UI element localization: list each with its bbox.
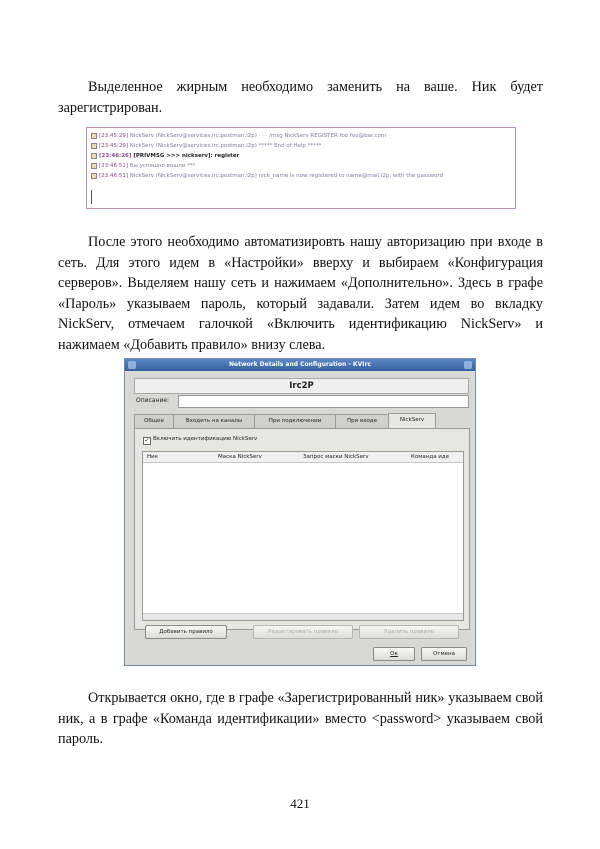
log-time: [23:45:29] [99, 133, 128, 139]
nickserv-rules-table[interactable] [142, 451, 464, 621]
dialog-titlebar [125, 359, 475, 371]
log-time: [23:46:51] [99, 163, 128, 169]
log-text: [PRIVMSG >>> nickserv]: register [133, 153, 240, 159]
log-line [87, 151, 515, 161]
cancel-button[interactable]: Отмена [421, 647, 467, 661]
message-icon [91, 173, 97, 179]
tab-on-connect[interactable]: При подключении [254, 414, 336, 428]
message-icon [91, 153, 97, 159]
tab-on-login[interactable]: При входе [335, 414, 389, 428]
text-cursor [91, 190, 92, 204]
edit-rule-button[interactable]: Редактировать правило [253, 625, 353, 639]
irc-log-screenshot [86, 127, 516, 209]
page-number: 421 [290, 796, 310, 811]
message-icon [91, 163, 97, 169]
log-time: [23:45:29] [99, 143, 128, 149]
paragraph-intro: Выделенное жирным необходимо заменить на ваше. Ник будет зарегистрирован. [58, 79, 543, 116]
description-input[interactable] [178, 395, 469, 408]
log-time: [23:46:51] [99, 173, 128, 179]
add-rule-button[interactable]: Добавить правило [145, 625, 227, 639]
log-time: [23:46:26] [99, 153, 132, 159]
log-text: NickServ (NickServ@services.irc.postman.i2p) nick_name is now registered to name@mail.i2p, with the password [129, 173, 444, 179]
column-nick[interactable]: Ник [147, 454, 159, 460]
delete-rule-button[interactable]: Удалить правило [359, 625, 459, 639]
tab-join-channels[interactable]: Входить на каналы [173, 414, 255, 428]
paragraph-instructions: После этого необходимо автоматизировть нашу авторизацию при входе в сеть. Для этого идем в «Настройки» вверху и выбираем «Конфигурация серверов». Выделяем нашу сеть и нажимаем «Дополнительно». Здесь в графе «Пароль» указываем пароль, который задавали. Затем идем во вкладку NickServ, отмечаем галочкой «Включить идентификацию NickServ» и нажимаем «Добавить правило» внизу слева. [58, 234, 543, 353]
log-line [87, 171, 515, 181]
log-text: Вы успешно вошли *** [129, 163, 196, 169]
close-icon[interactable] [464, 361, 472, 369]
tab-nickserv[interactable]: NickServ [388, 413, 436, 429]
paragraph-final: Открывается окно, где в графе «Зарегистрированный ник» указываем свой ник, а в графе «Команда идентификации» вместо <password> указываем свой пароль. [58, 690, 543, 747]
column-identify-command[interactable]: Команда иде [411, 454, 450, 460]
column-nickserv-mask[interactable]: Маска NickServ [218, 454, 262, 460]
kvirc-dialog-screenshot [124, 358, 476, 666]
nickserv-panel [134, 428, 470, 630]
description-label: Описание: [136, 397, 170, 404]
column-nickserv-request-mask[interactable]: Запрос маски NickServ [303, 454, 369, 460]
horizontal-scrollbar[interactable] [143, 613, 463, 620]
log-text: NickServ (NickServ@services.irc.postman.i2p) · · · /msg NickServ REGISTER foo foo@bar.com [129, 133, 387, 139]
message-icon [91, 143, 97, 149]
log-text: NickServ (NickServ@services.irc.postman.i2p) ***** End of Help ***** [129, 143, 322, 149]
tab-general[interactable]: Общее [134, 414, 174, 428]
message-icon [91, 133, 97, 139]
ok-button[interactable]: Ок [373, 647, 415, 661]
dialog-title: Network Details and Configuration - KVIrc [229, 361, 371, 368]
log-line [87, 141, 515, 151]
log-line [87, 161, 515, 171]
log-line [87, 131, 515, 141]
window-menu-icon[interactable] [128, 361, 136, 369]
network-name: Irc2P [134, 378, 469, 394]
nickserv-enable-label: Включить идентификацию NickServ [153, 436, 258, 442]
nickserv-enable-checkbox[interactable]: ✓ [144, 437, 150, 444]
